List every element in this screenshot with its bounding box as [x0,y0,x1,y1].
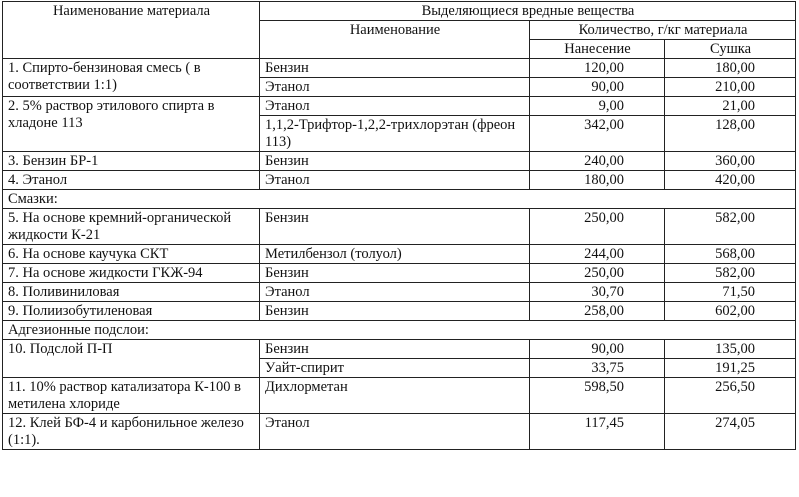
substance-cell: Этанол [260,78,530,97]
header-application: Нанесение [530,40,665,59]
material-cell: 9. Полиизобутиленовая [3,302,260,321]
application-cell: 30,70 [530,283,665,302]
substance-cell: Уайт-спирит [260,359,530,378]
drying-cell: 582,00 [665,209,796,245]
drying-cell: 180,00 [665,59,796,78]
material-cell: 3. Бензин БР-1 [3,152,260,171]
table-row [3,340,796,359]
substance-cell: Метилбензол (толуол) [260,245,530,264]
material-cell: 5. На основе кремний-органической жидкости К-21 [3,209,260,245]
application-cell: 240,00 [530,152,665,171]
application-cell: 250,00 [530,209,665,245]
application-cell: 9,00 [530,97,665,116]
drying-cell: 128,00 [665,116,796,152]
application-cell: 180,00 [530,171,665,190]
material-cell: 2. 5% раствор этилового спирта в хладоне 113 [3,97,260,152]
drying-cell: 420,00 [665,171,796,190]
substance-cell: Бензин [260,152,530,171]
material-cell: 4. Этанол [3,171,260,190]
section-row [3,190,796,209]
substance-cell: Бензин [260,302,530,321]
substance-cell: Бензин [260,264,530,283]
section-label: Смазки: [3,190,796,209]
drying-cell: 582,00 [665,264,796,283]
material-cell: 10. Подслой П-П [3,340,260,378]
substance-cell: Бензин [260,59,530,78]
table-row [3,378,796,414]
application-cell: 258,00 [530,302,665,321]
table-row [3,264,796,283]
header-row-1 [3,2,796,21]
material-cell: 7. На основе жидкости ГКЖ-94 [3,264,260,283]
table-row [3,152,796,171]
table-row [3,59,796,78]
application-cell: 33,75 [530,359,665,378]
drying-cell: 568,00 [665,245,796,264]
materials-table [2,1,796,450]
header-material: Наименование материала [3,2,260,59]
header-quantity: Количество, г/кг материала [530,21,796,40]
drying-cell: 135,00 [665,340,796,359]
material-cell: 1. Спирто-бензиновая смесь ( в соответствии 1:1) [3,59,260,97]
drying-cell: 21,00 [665,97,796,116]
drying-cell: 274,05 [665,414,796,450]
application-cell: 250,00 [530,264,665,283]
substance-cell: Этанол [260,414,530,450]
material-cell: 6. На основе каучука СКТ [3,245,260,264]
table-row [3,302,796,321]
substance-cell: Бензин [260,340,530,359]
table-row [3,97,796,116]
substance-cell: Бензин [260,209,530,245]
substance-cell: Дихлорметан [260,378,530,414]
table-row [3,171,796,190]
section-row [3,321,796,340]
application-cell: 90,00 [530,78,665,97]
drying-cell: 256,50 [665,378,796,414]
header-substances: Выделяющиеся вредные вещества [260,2,796,21]
table-row [3,245,796,264]
application-cell: 90,00 [530,340,665,359]
table-row [3,283,796,302]
application-cell: 598,50 [530,378,665,414]
table-row [3,414,796,450]
drying-cell: 602,00 [665,302,796,321]
substance-cell: Этанол [260,171,530,190]
substance-cell: Этанол [260,283,530,302]
drying-cell: 71,50 [665,283,796,302]
application-cell: 120,00 [530,59,665,78]
substance-cell: 1,1,2-Трифтор-1,2,2-трихлорэтан (фреон 113) [260,116,530,152]
material-cell: 11. 10% раствор катализатора К-100 в метилена хлориде [3,378,260,414]
section-label: Адгезионные подслои: [3,321,796,340]
substance-cell: Этанол [260,97,530,116]
application-cell: 342,00 [530,116,665,152]
application-cell: 117,45 [530,414,665,450]
header-name: Наименование [260,21,530,59]
material-cell: 8. Поливиниловая [3,283,260,302]
material-cell: 12. Клей БФ-4 и карбонильное железо (1:1). [3,414,260,450]
drying-cell: 360,00 [665,152,796,171]
drying-cell: 191,25 [665,359,796,378]
header-drying: Сушка [665,40,796,59]
drying-cell: 210,00 [665,78,796,97]
table-row [3,209,796,245]
application-cell: 244,00 [530,245,665,264]
